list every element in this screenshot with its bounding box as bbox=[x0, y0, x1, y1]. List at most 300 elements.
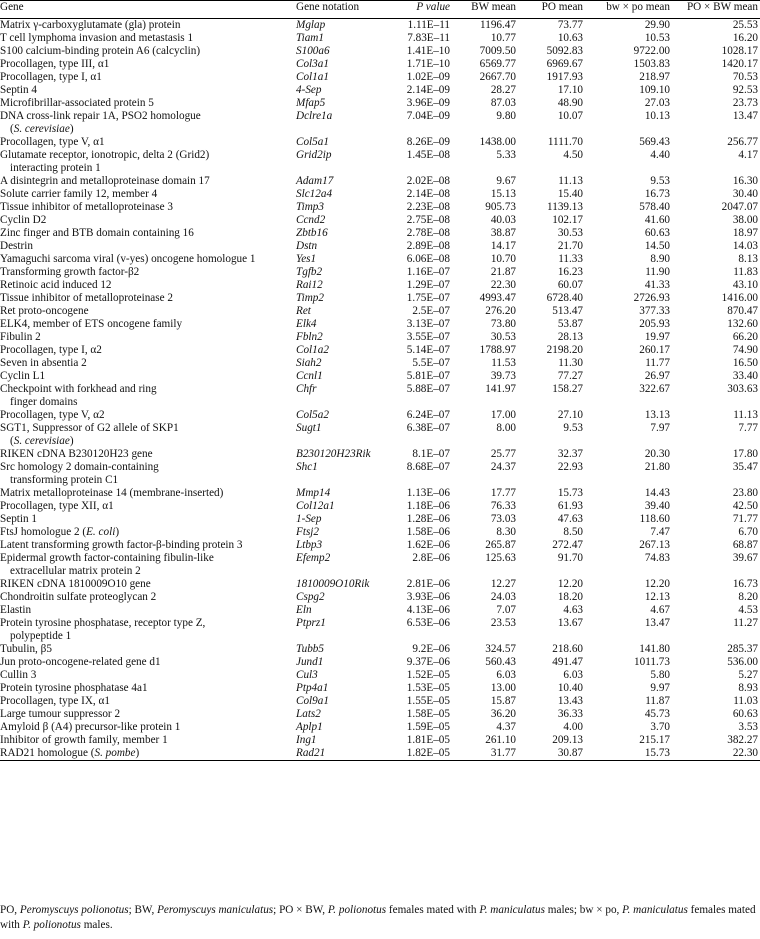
gene-name: Protein tyrosine phosphatase, receptor type Z, bbox=[0, 617, 206, 629]
gene-name-cell bbox=[0, 552, 296, 578]
table-row bbox=[0, 682, 760, 695]
gene-name: Procollagen, type V, α1 bbox=[0, 136, 105, 148]
gene-name: RAD21 homologue ( bbox=[0, 747, 95, 759]
bwxpo-mean-cell: 29.90 bbox=[644, 19, 670, 31]
gene-name: Protein tyrosine phosphatase 4a1 bbox=[0, 682, 148, 694]
bwxpo-mean-cell: 7.97 bbox=[650, 422, 670, 434]
poxbw-mean-cell: 33.40 bbox=[732, 370, 758, 382]
poxbw-mean-cell: 43.10 bbox=[732, 279, 758, 291]
bw-mean-cell: 905.73 bbox=[485, 201, 516, 213]
poxbw-mean-cell: 42.50 bbox=[732, 500, 758, 512]
paren-open: ( bbox=[10, 435, 14, 447]
po-mean-cell: 102.17 bbox=[552, 214, 583, 226]
p-value-cell: 6.06E–08 bbox=[406, 253, 450, 265]
bw-mean-cell: 276.20 bbox=[485, 305, 516, 317]
gene-name: RIKEN cDNA B230120H23 gene bbox=[0, 448, 153, 460]
po-mean-cell: 21.70 bbox=[557, 240, 583, 252]
gene-notation-cell: Zbtb16 bbox=[296, 227, 328, 239]
footnote-segment: Peromyscuys maniculatus bbox=[157, 904, 274, 916]
po-mean-cell: 158.27 bbox=[552, 383, 583, 395]
table-row bbox=[0, 188, 760, 201]
p-value-cell: 6.38E–07 bbox=[406, 422, 450, 434]
gene-name-cell bbox=[0, 175, 296, 188]
p-value-cell: 3.96E–09 bbox=[406, 97, 450, 109]
gene-notation-cell: Fbln2 bbox=[296, 331, 323, 343]
gene-name: Matrix metalloproteinase 14 (membrane-inserted) bbox=[0, 487, 224, 499]
gene-notation-cell: B230120H23Rik bbox=[296, 448, 371, 460]
poxbw-mean-cell: 5.27 bbox=[738, 669, 758, 681]
table-header-row bbox=[0, 1, 760, 19]
poxbw-mean-cell: 25.53 bbox=[732, 19, 758, 31]
p-value-cell: 1.55E–05 bbox=[406, 695, 450, 707]
gene-name: Procollagen, type V, α2 bbox=[0, 409, 105, 421]
gene-name-cell bbox=[0, 19, 296, 33]
p-value-cell: 7.83E–11 bbox=[407, 32, 450, 44]
bw-mean-cell: 24.37 bbox=[490, 461, 516, 473]
gene-name-cell bbox=[0, 331, 296, 344]
table-row bbox=[0, 734, 760, 747]
bwxpo-mean-cell: 14.43 bbox=[644, 487, 670, 499]
gene-name-cell bbox=[0, 214, 296, 227]
bw-mean-cell: 12.27 bbox=[490, 578, 516, 590]
bwxpo-mean-cell: 109.10 bbox=[639, 84, 670, 96]
gene-name: Src homology 2 domain-containing bbox=[0, 461, 159, 473]
bw-mean-cell: 31.77 bbox=[490, 747, 516, 759]
gene-name-continued bbox=[0, 474, 296, 487]
bw-mean-cell: 40.03 bbox=[490, 214, 516, 226]
table-row bbox=[0, 318, 760, 331]
bwxpo-mean-cell: 4.40 bbox=[650, 149, 670, 161]
p-value-cell: 6.53E–06 bbox=[406, 617, 450, 629]
p-value-cell: 5.88E–07 bbox=[406, 383, 450, 395]
bw-mean-cell: 25.77 bbox=[490, 448, 516, 460]
bwxpo-mean-cell: 20.30 bbox=[644, 448, 670, 460]
gene-name-cell bbox=[0, 487, 296, 500]
bw-mean-cell: 5.33 bbox=[496, 149, 516, 161]
p-value-cell: 1.82E–05 bbox=[406, 747, 450, 759]
po-mean-cell: 61.93 bbox=[557, 500, 583, 512]
poxbw-mean-cell: 6.70 bbox=[738, 526, 758, 538]
bw-mean-cell: 7009.50 bbox=[479, 45, 516, 57]
po-mean-cell: 491.47 bbox=[552, 656, 583, 668]
gene-notation-cell: Ltbp3 bbox=[296, 539, 323, 551]
bwxpo-mean-cell: 41.60 bbox=[644, 214, 670, 226]
gene-name-cell bbox=[0, 604, 296, 617]
bw-mean-cell: 7.07 bbox=[496, 604, 516, 616]
table-row bbox=[0, 292, 760, 305]
paren-close: ) bbox=[69, 435, 74, 447]
gene-name: Jun proto-oncogene-related gene d1 bbox=[0, 656, 161, 668]
bw-mean-cell: 324.57 bbox=[485, 643, 516, 655]
gene-notation-cell: Ccnl1 bbox=[296, 370, 323, 382]
gene-name: S100 calcium-binding protein A6 (calcyclin) bbox=[0, 45, 201, 57]
po-mean-cell: 15.40 bbox=[557, 188, 583, 200]
table-row bbox=[0, 19, 760, 33]
bw-mean-cell: 23.53 bbox=[490, 617, 516, 629]
footnote-segment: males; bw × po, bbox=[545, 904, 623, 916]
p-value-cell: 2.5E–07 bbox=[412, 305, 450, 317]
bwxpo-mean-cell: 267.13 bbox=[639, 539, 670, 551]
gene-name-cell bbox=[0, 71, 296, 84]
bw-mean-cell: 125.63 bbox=[485, 552, 516, 564]
bwxpo-mean-cell: 215.17 bbox=[639, 734, 670, 746]
gene-name: ELK4, member of ETS oncogene family bbox=[0, 318, 183, 330]
po-mean-cell: 27.10 bbox=[557, 409, 583, 421]
gene-notation-cell: Tiam1 bbox=[296, 32, 324, 44]
poxbw-mean-cell: 1416.00 bbox=[721, 292, 758, 304]
po-mean-cell: 272.47 bbox=[552, 539, 583, 551]
gene-notation-cell: Grid2ip bbox=[296, 149, 332, 161]
p-value-cell: 8.1E–07 bbox=[412, 448, 450, 460]
p-value-cell: 8.68E–07 bbox=[406, 461, 450, 473]
bw-mean-cell: 8.00 bbox=[496, 422, 516, 434]
bwxpo-mean-cell: 1011.73 bbox=[634, 656, 670, 668]
gene-name: Fibulin 2 bbox=[0, 331, 41, 343]
p-value-cell: 5.14E–07 bbox=[406, 344, 450, 356]
bw-mean-cell: 22.30 bbox=[490, 279, 516, 291]
p-value-cell: 1.58E–05 bbox=[406, 708, 450, 720]
table-row bbox=[0, 97, 760, 110]
footnote-segment: P. polionotus bbox=[22, 919, 81, 931]
footnote-segment: ; BW, bbox=[128, 904, 158, 916]
gene-name: Checkpoint with forkhead and ring bbox=[0, 383, 157, 395]
bw-mean-cell: 4993.47 bbox=[479, 292, 516, 304]
p-value-cell: 3.55E–07 bbox=[406, 331, 450, 343]
bw-mean-cell: 6.03 bbox=[496, 669, 516, 681]
header-bw-mean: BW mean bbox=[471, 1, 516, 13]
bwxpo-mean-cell: 377.33 bbox=[639, 305, 670, 317]
gene-notation-cell: Tubb5 bbox=[296, 643, 324, 655]
bwxpo-mean-cell: 74.83 bbox=[644, 552, 670, 564]
p-value-cell: 1.71E–10 bbox=[406, 58, 450, 70]
p-value-cell: 9.2E–06 bbox=[412, 643, 450, 655]
table-row bbox=[0, 643, 760, 656]
gene-notation-cell: Chfr bbox=[296, 383, 317, 395]
gene-name-cell bbox=[0, 357, 296, 370]
table-body bbox=[0, 19, 760, 761]
gene-name-cell bbox=[0, 370, 296, 383]
poxbw-mean-cell: 382.27 bbox=[727, 734, 758, 746]
poxbw-mean-cell: 1028.17 bbox=[721, 45, 758, 57]
gene-notation-cell: Dclre1a bbox=[296, 110, 333, 122]
gene-name-cell bbox=[0, 97, 296, 110]
po-mean-cell: 91.70 bbox=[557, 552, 583, 564]
poxbw-mean-cell: 303.63 bbox=[727, 383, 758, 395]
bwxpo-mean-cell: 8.90 bbox=[650, 253, 670, 265]
bw-mean-cell: 17.00 bbox=[490, 409, 516, 421]
gene-name-cell bbox=[0, 591, 296, 604]
p-value-cell: 1.81E–05 bbox=[406, 734, 450, 746]
gene-name: Cullin 3 bbox=[0, 669, 37, 681]
bw-mean-cell: 76.33 bbox=[490, 500, 516, 512]
bw-mean-cell: 15.87 bbox=[490, 695, 516, 707]
p-value-cell: 2.78E–08 bbox=[406, 227, 450, 239]
po-mean-cell: 4.50 bbox=[563, 149, 583, 161]
poxbw-mean-cell: 13.47 bbox=[732, 110, 758, 122]
poxbw-mean-cell: 8.20 bbox=[738, 591, 758, 603]
poxbw-mean-cell: 870.47 bbox=[727, 305, 758, 317]
po-mean-cell: 28.13 bbox=[557, 331, 583, 343]
gene-name: Procollagen, type XII, α1 bbox=[0, 500, 114, 512]
bwxpo-mean-cell: 15.73 bbox=[644, 747, 670, 759]
gene-name-cell bbox=[0, 695, 296, 708]
table-row bbox=[0, 58, 760, 71]
gene-name-cell bbox=[0, 318, 296, 331]
bwxpo-mean-cell: 1503.83 bbox=[633, 58, 670, 70]
gene-name-line2: interacting protein 1 bbox=[10, 162, 101, 174]
gene-name: Septin 4 bbox=[0, 84, 37, 96]
table-row bbox=[0, 708, 760, 721]
bwxpo-mean-cell: 10.53 bbox=[644, 32, 670, 44]
gene-notation-cell: Efemp2 bbox=[296, 552, 331, 564]
gene-name-cell bbox=[0, 58, 296, 71]
poxbw-mean-cell: 35.47 bbox=[732, 461, 758, 473]
gene-name-cell bbox=[0, 45, 296, 58]
gene-name-cell bbox=[0, 279, 296, 292]
gene-name: DNA cross-link repair 1A, PSO2 homologue bbox=[0, 110, 201, 122]
table-row bbox=[0, 617, 760, 643]
gene-name-line2: finger domains bbox=[10, 396, 78, 408]
poxbw-mean-cell: 74.90 bbox=[732, 344, 758, 356]
gene-name: SGT1, Suppressor of G2 allele of SKP1 bbox=[0, 422, 179, 434]
footnote-segment: males. bbox=[80, 919, 113, 931]
gene-notation-cell: Col5a1 bbox=[296, 136, 329, 148]
gene-name-cell bbox=[0, 617, 296, 643]
p-value-cell: 1.16E–07 bbox=[406, 266, 450, 278]
bw-mean-cell: 39.73 bbox=[490, 370, 516, 382]
poxbw-mean-cell: 16.73 bbox=[732, 578, 758, 590]
bwxpo-mean-cell: 41.33 bbox=[644, 279, 670, 291]
po-mean-cell: 47.63 bbox=[557, 513, 583, 525]
bw-mean-cell: 21.87 bbox=[490, 266, 516, 278]
table-row bbox=[0, 175, 760, 188]
bwxpo-mean-cell: 141.80 bbox=[639, 643, 670, 655]
table-row bbox=[0, 552, 760, 578]
gene-name: Glutamate receptor, ionotropic, delta 2 (Grid2) bbox=[0, 149, 210, 161]
p-value-cell: 1.75E–07 bbox=[406, 292, 450, 304]
p-value-cell: 5.5E–07 bbox=[412, 357, 450, 369]
p-value-cell: 2.75E–08 bbox=[406, 214, 450, 226]
bw-mean-cell: 73.80 bbox=[490, 318, 516, 330]
gene-notation-cell: Lats2 bbox=[296, 708, 321, 720]
table-row bbox=[0, 201, 760, 214]
gene-notation-cell: Mmp14 bbox=[296, 487, 331, 499]
p-value-cell: 8.26E–09 bbox=[406, 136, 450, 148]
table-row bbox=[0, 84, 760, 97]
poxbw-mean-cell: 22.30 bbox=[732, 747, 758, 759]
table-row bbox=[0, 32, 760, 45]
poxbw-mean-cell: 1420.17 bbox=[721, 58, 758, 70]
gene-notation-cell: Cspg2 bbox=[296, 591, 325, 603]
poxbw-mean-cell: 16.20 bbox=[732, 32, 758, 44]
gene-name: Tubulin, β5 bbox=[0, 643, 52, 655]
gene-name: Yamaguchi sarcoma viral (v-yes) oncogene homologue 1 bbox=[0, 253, 256, 265]
bwxpo-mean-cell: 13.13 bbox=[644, 409, 670, 421]
table-row bbox=[0, 422, 760, 448]
gene-name: Transforming growth factor-β2 bbox=[0, 266, 140, 278]
po-mean-cell: 6.03 bbox=[563, 669, 583, 681]
gene-notation-cell: Dstn bbox=[296, 240, 318, 252]
gene-name-cell bbox=[0, 643, 296, 656]
gene-name: Epidermal growth factor-containing fibulin-like bbox=[0, 552, 214, 564]
header-gene: Gene bbox=[0, 1, 24, 13]
p-value-cell: 2.14E–09 bbox=[406, 84, 450, 96]
p-value-cell: 1.45E–08 bbox=[406, 149, 450, 161]
gene-notation-cell: Col12a1 bbox=[296, 500, 335, 512]
poxbw-mean-cell: 60.63 bbox=[732, 708, 758, 720]
p-value-cell: 2.81E–06 bbox=[406, 578, 450, 590]
bw-mean-cell: 261.10 bbox=[485, 734, 516, 746]
po-mean-cell: 16.23 bbox=[557, 266, 583, 278]
po-mean-cell: 22.93 bbox=[557, 461, 583, 473]
bwxpo-mean-cell: 4.67 bbox=[650, 604, 670, 616]
table-row bbox=[0, 253, 760, 266]
p-value-cell: 2.14E–08 bbox=[406, 188, 450, 200]
poxbw-mean-cell: 4.53 bbox=[738, 604, 758, 616]
table-row bbox=[0, 409, 760, 422]
p-value-cell: 1.59E–05 bbox=[406, 721, 450, 733]
bwxpo-mean-cell: 218.97 bbox=[639, 71, 670, 83]
gene-notation-cell: Ftsj2 bbox=[296, 526, 319, 538]
gene-name-cell bbox=[0, 578, 296, 591]
p-value-cell: 1.53E–05 bbox=[406, 682, 450, 694]
gene-name: Inhibitor of growth family, member 1 bbox=[0, 734, 168, 746]
gene-notation-cell: Timp2 bbox=[296, 292, 324, 304]
gene-notation-cell: Shc1 bbox=[296, 461, 318, 473]
gene-notation-cell: 1810009O10Rik bbox=[296, 578, 370, 590]
gene-name-continued bbox=[0, 630, 296, 643]
poxbw-mean-cell: 92.53 bbox=[732, 84, 758, 96]
poxbw-mean-cell: 17.80 bbox=[732, 448, 758, 460]
gene-name-cell bbox=[0, 669, 296, 682]
p-value-cell: 1.11E–11 bbox=[407, 19, 450, 31]
table-row bbox=[0, 370, 760, 383]
poxbw-mean-cell: 3.53 bbox=[738, 721, 758, 733]
table-row bbox=[0, 513, 760, 526]
gene-notation-cell: Elk4 bbox=[296, 318, 317, 330]
poxbw-mean-cell: 39.67 bbox=[732, 552, 758, 564]
po-mean-cell: 73.77 bbox=[557, 19, 583, 31]
gene-name-cell bbox=[0, 136, 296, 149]
gene-name: Tissue inhibitor of metalloproteinase 3 bbox=[0, 201, 173, 213]
poxbw-mean-cell: 23.80 bbox=[732, 487, 758, 499]
po-mean-cell: 13.43 bbox=[557, 695, 583, 707]
gene-name-cell bbox=[0, 409, 296, 422]
gene-notation-cell: Timp3 bbox=[296, 201, 324, 213]
bwxpo-mean-cell: 5.80 bbox=[650, 669, 670, 681]
bwxpo-mean-cell: 12.20 bbox=[644, 578, 670, 590]
gene-notation-cell: Jund1 bbox=[296, 656, 324, 668]
poxbw-mean-cell: 16.50 bbox=[732, 357, 758, 369]
gene-name-cell bbox=[0, 305, 296, 318]
po-mean-cell: 18.20 bbox=[557, 591, 583, 603]
gene-notation-cell: Eln bbox=[296, 604, 312, 616]
po-mean-cell: 36.33 bbox=[557, 708, 583, 720]
po-mean-cell: 12.20 bbox=[557, 578, 583, 590]
bwxpo-mean-cell: 12.13 bbox=[644, 591, 670, 603]
gene-name: A disintegrin and metalloproteinase domain 17 bbox=[0, 175, 210, 187]
bw-mean-cell: 9.80 bbox=[496, 110, 516, 122]
bwxpo-mean-cell: 569.43 bbox=[639, 136, 670, 148]
p-value-cell: 4.13E–06 bbox=[406, 604, 450, 616]
footnote-segment: Peromyscuys polionotus bbox=[19, 904, 129, 916]
po-mean-cell: 10.07 bbox=[557, 110, 583, 122]
poxbw-mean-cell: 11.27 bbox=[733, 617, 758, 629]
bw-mean-cell: 36.20 bbox=[490, 708, 516, 720]
gene-notation-cell: Rai12 bbox=[296, 279, 323, 291]
gene-notation-cell: Cul3 bbox=[296, 669, 318, 681]
bw-mean-cell: 1788.97 bbox=[479, 344, 516, 356]
table-row bbox=[0, 227, 760, 240]
po-mean-cell: 60.07 bbox=[557, 279, 583, 291]
bw-mean-cell: 6569.77 bbox=[479, 58, 516, 70]
table-footnote bbox=[0, 903, 760, 933]
gene-name: Matrix γ-carboxyglutamate (gla) protein bbox=[0, 19, 181, 31]
gene-name-line2: S. cerevisiae bbox=[13, 435, 70, 447]
gene-notation-cell: Ccnd2 bbox=[296, 214, 326, 226]
poxbw-mean-cell: 11.03 bbox=[733, 695, 758, 707]
table-row bbox=[0, 604, 760, 617]
gene-name-cell bbox=[0, 526, 296, 539]
bw-mean-cell: 87.03 bbox=[490, 97, 516, 109]
gene-name-cell bbox=[0, 721, 296, 734]
bw-mean-cell: 265.87 bbox=[485, 539, 516, 551]
po-mean-cell: 513.47 bbox=[552, 305, 583, 317]
gene-name-cell bbox=[0, 110, 296, 136]
gene-notation-cell: Adam17 bbox=[296, 175, 334, 187]
p-value-cell: 3.13E–07 bbox=[406, 318, 450, 330]
gene-notation-cell: Rad21 bbox=[296, 747, 326, 759]
gene-notation-cell: Tgfb2 bbox=[296, 266, 323, 278]
p-value-cell: 2.23E–08 bbox=[406, 201, 450, 213]
gene-name-cell bbox=[0, 253, 296, 266]
gene-name-cell bbox=[0, 292, 296, 305]
poxbw-mean-cell: 11.13 bbox=[733, 409, 758, 421]
table-row bbox=[0, 45, 760, 58]
po-mean-cell: 8.50 bbox=[563, 526, 583, 538]
bw-mean-cell: 8.30 bbox=[496, 526, 516, 538]
po-mean-cell: 32.37 bbox=[557, 448, 583, 460]
gene-name-cell bbox=[0, 383, 296, 409]
header-po-mean: PO mean bbox=[541, 1, 583, 13]
gene-notation-cell: Col9a1 bbox=[296, 695, 329, 707]
bw-mean-cell: 15.13 bbox=[490, 188, 516, 200]
bwxpo-mean-cell: 11.77 bbox=[645, 357, 670, 369]
gene-name: Amyloid β (A4) precursor-like protein 1 bbox=[0, 721, 181, 733]
paren-open: ( bbox=[10, 123, 14, 135]
bw-mean-cell: 10.77 bbox=[490, 32, 516, 44]
gene-name: Procollagen, type I, α2 bbox=[0, 344, 102, 356]
gene-name-tail: ) bbox=[115, 526, 120, 538]
gene-notation-cell: Aplp1 bbox=[296, 721, 323, 733]
poxbw-mean-cell: 2047.07 bbox=[721, 201, 758, 213]
table-row bbox=[0, 357, 760, 370]
po-mean-cell: 209.13 bbox=[552, 734, 583, 746]
gene-name-tail: ) bbox=[135, 747, 140, 759]
gene-name-continued bbox=[0, 396, 296, 409]
bwxpo-mean-cell: 14.50 bbox=[644, 240, 670, 252]
p-value-cell: 1.62E–06 bbox=[406, 539, 450, 551]
bw-mean-cell: 560.43 bbox=[485, 656, 516, 668]
bwxpo-mean-cell: 11.90 bbox=[645, 266, 670, 278]
bwxpo-mean-cell: 45.73 bbox=[644, 708, 670, 720]
bw-mean-cell: 1438.00 bbox=[479, 136, 516, 148]
gene-name-cell bbox=[0, 682, 296, 695]
table-row bbox=[0, 591, 760, 604]
table-row bbox=[0, 656, 760, 669]
bwxpo-mean-cell: 118.60 bbox=[639, 513, 670, 525]
table-row bbox=[0, 110, 760, 136]
